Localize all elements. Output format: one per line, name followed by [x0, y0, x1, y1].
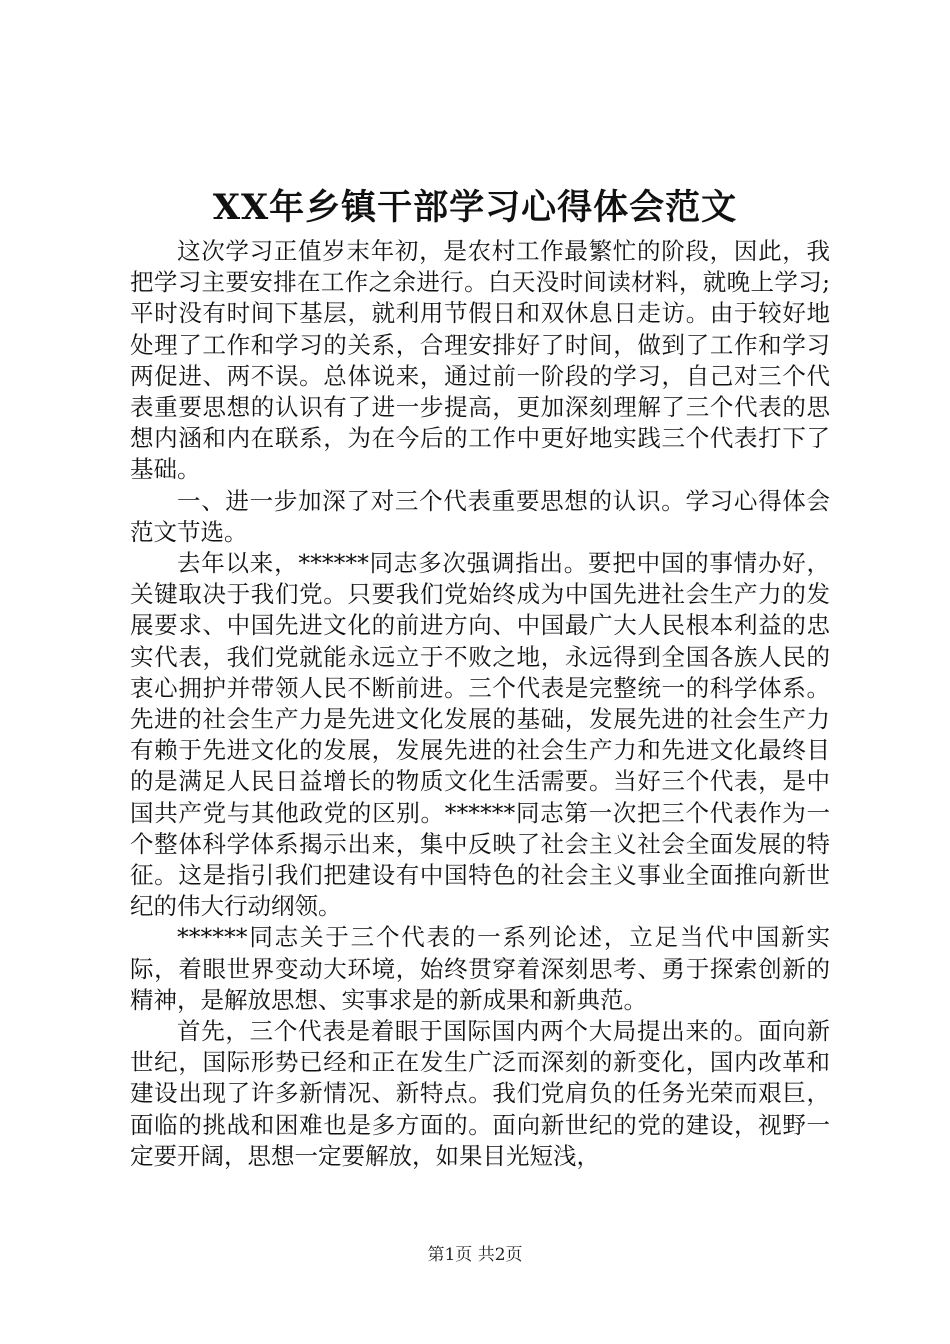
paragraph: 首先，三个代表是着眼于国际国内两个大局提出来的。面向新世纪，国际形势已经和正在发生广泛而深刻的新变化，国内改革和建设出现了许多新情况、新特点。我们党肩负的任务光荣而艰巨，面临的挑战和困难也是多方面的。面向新世纪的党的建设，视野一定要开阔，思想一定要解放，如果目光短浅， — [130, 1017, 830, 1170]
document-title: XX年乡镇干部学习心得体会范文 — [212, 187, 738, 228]
paragraph: ******同志关于三个代表的一系列论述，立足当代中国新实际，着眼世界变动大环境，始终贯穿着深刻思考、勇于探索创新的精神，是解放思想、实事求是的新成果和新典范。 — [130, 923, 830, 1014]
paragraph: 去年以来，******同志多次强调指出。要把中国的事情办好，关键取决于我们党。只要我们党始终成为中国先进社会生产力的发展要求、中国先进文化的前进方向、中国最广大人民根本利益的忠实代表，我们党就能永远立于不败之地，永远得到全国各族人民的衷心拥护并带领人民不断前进。三个代表是完整统一的科学体系。先进的社会生产力是先进文化发展的基础，发展先进的社会生产力有赖于先进文化的发展，发展先进的社会生产力和先进文化最终目的是满足人民日益增长的物质文化生活需要。当好三个代表，是中国共产党与其他政党的区别。******同志第一次把三个代表作为一个整体科学体系揭示出来，集中反映了社会主义社会全面发展的特征。这是指引我们把建设有中国特色的社会主义事业全面推向新世纪的伟大行动纲领。 — [130, 549, 830, 921]
page-footer: 第1页 共2页 — [427, 1245, 523, 1265]
paragraph: 这次学习正值岁末年初，是农村工作最繁忙的阶段，因此，我把学习主要安排在工作之余进行。白天没时间读材料，就晚上学习;平时没有时间下基层，就利用节假日和双休息日走访。由于较好地处理了工作和学习的关系，合理安排好了时间，做到了工作和学习两促进、两不误。总体说来，通过前一阶段的学习，自己对三个代表重要思想的认识有了进一步提高，更加深刻理解了三个代表的思想内涵和内在联系，为在今后的工作中更好地实践三个代表打下了基础。 — [130, 237, 830, 484]
document-body — [130, 236, 830, 1172]
paragraph: 一、进一步加深了对三个代表重要思想的认识。学习心得体会范文节选。 — [130, 486, 830, 546]
